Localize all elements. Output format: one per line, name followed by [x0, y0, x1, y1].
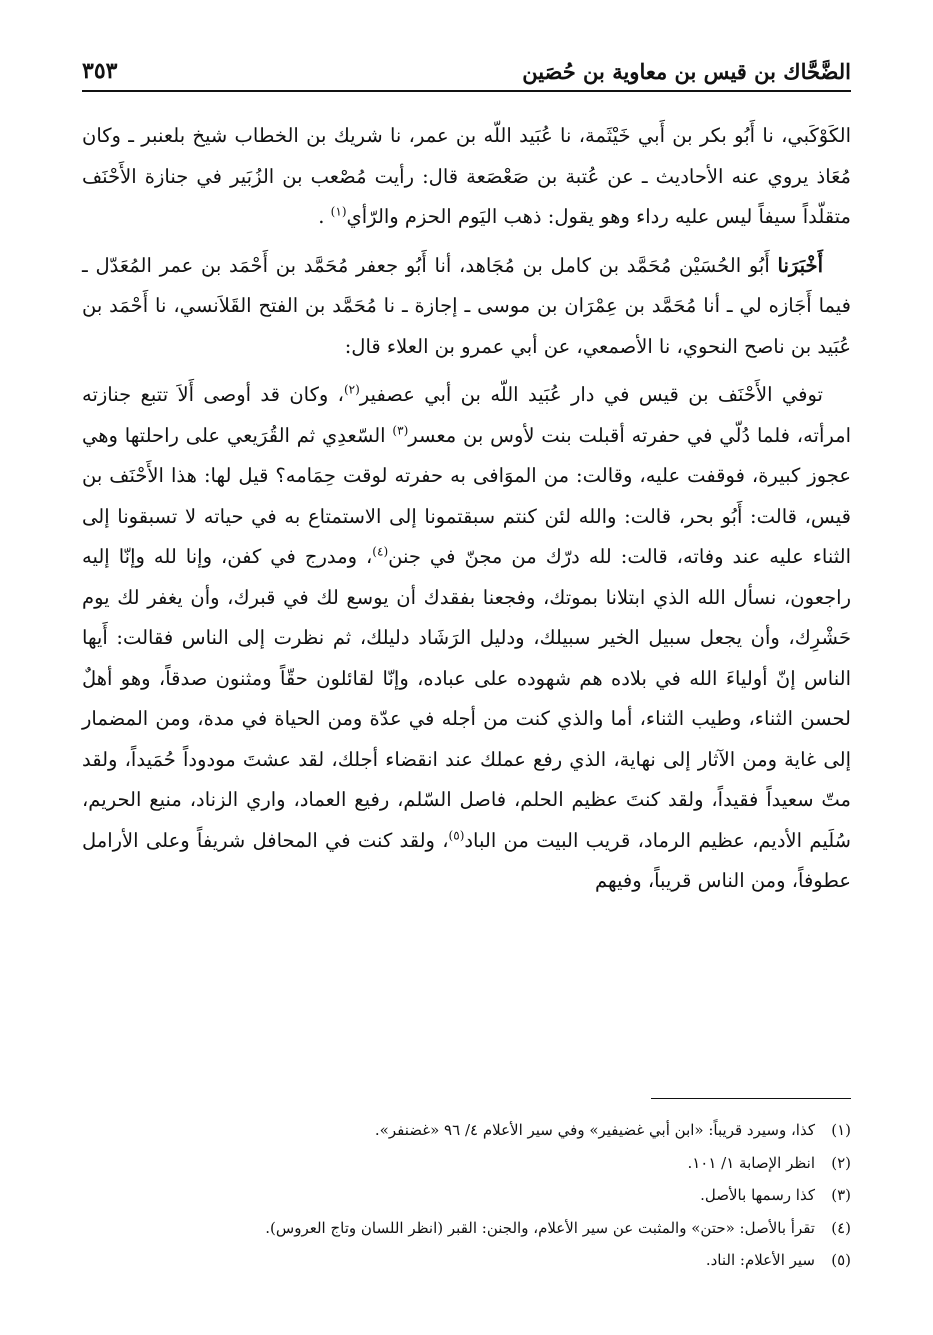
page-number: ٣٥٣ — [82, 58, 118, 84]
paragraph-1 — [82, 116, 851, 238]
footnote-text: كذا رسمها بالأصل. — [700, 1186, 815, 1204]
footnote-5 — [82, 1244, 851, 1277]
paragraph-2 — [82, 246, 851, 368]
main-text — [82, 116, 851, 910]
footnote-ref-5: (٥) — [448, 828, 465, 842]
paragraph-3-text-b: ، وكان قد أوصى أَلاَ تتبع جنازته امرأته، فلما دُلّي في حفرته أقبلت بنت لأوس بن معسر — [82, 383, 851, 447]
footnote-number: (٥) — [831, 1251, 851, 1269]
running-head-title: الضَّحَّاك بن قيس بن معاوية بن حُصَين — [522, 59, 851, 84]
footnote-1 — [82, 1114, 851, 1147]
footnote-4 — [82, 1212, 851, 1245]
footnote-ref-1: (١) — [330, 204, 347, 219]
footnote-number: (١) — [831, 1121, 851, 1139]
footnote-text: انظر الإصابة ١/ ١٠١. — [687, 1153, 815, 1172]
paragraph-3-text-e: ، ولقد كنت في المحافل شريفاً وعلى الأرامل عطوفاً، ومن الناس قريباً، وفيهم — [82, 828, 851, 892]
isnad-lead-word: أَخْبَرَنا — [777, 253, 823, 277]
footnote-text: كذا، وسيرد قريباً: «ابن أبي غضيفير» وفي سير الأعلام ٤/ ٩٦ «غضنفر». — [374, 1121, 815, 1139]
footnote-text: سير الأعلام: الناد. — [705, 1251, 815, 1269]
paragraph-3-text-d: ، ومدرج في كفن، وإنا لله وإنّا إليه راجعون، نسأل الله الذي ابتلانا بموتك، وفجعنا بفقدك أن يوسع لك في قبرك، وأن يغفر لك يوم حَشْرِك، وأن يجعل سبيل الخير سبيلك، ودليل الرَشَاد دليلك، ثم نظرت إلى الناس فقالت: أَيها الناس إنّ أولياءَ الله في بلاده هم شهوده على عباده، وإنّا لقائلون حقّاً ومثنون صدقاً، وهو أهلٌ لحسن الثناء، وطيب الثناء، أما والذي كنت من أجله في عدّة ومن الحياة في مدة، ومن المضمار إلى غاية ومن الآثار إلى نهاية، الذي رفع عملك عند انقضاء أجلك، لقد عشتَ مودوداً حُمَيداً، ولقد متّ سعيداً فقيداً، ولقد كنتَ عظيم الحلم، فاصل السّلم، رفيع العماد، واري الزناد، منيع الحريم، سُلَيم الأديم، عظيم الرماد، قريب البيت من الباد — [82, 545, 851, 852]
paragraph-2-text: أَبُو الحُسَيْن مُحَمَّد بن كامل بن مُجَاهد، أنا أَبُو جعفر مُحَمَّد بن أَحْمَد بن عمر المُعَدّل ـ فيما أَجَازه لي ـ أنا مُحَمَّد بن عِمْرَان بن موسى ـ إجازة ـ نا مُحَمَّد بن الفتح القَلاَنسي، نا أَحْمَد بن عُبَيد بن ناصح النحوي، نا الأصمعي، عن أبي عمرو بن العلاء قال: — [82, 253, 851, 358]
footnote-number: (٢) — [831, 1153, 851, 1172]
footnote-number: (٤) — [831, 1218, 851, 1237]
footnotes — [82, 1114, 851, 1277]
footnote-text: تقرأ بالأصل: «حتن» والمثبت عن سير الأعلام، والجنن: القبر (انظر اللسان وتاج العروس). — [265, 1218, 815, 1237]
footnote-ref-3: (٣) — [392, 423, 409, 437]
footnote-2 — [82, 1147, 851, 1180]
footnote-3 — [82, 1179, 851, 1212]
paragraph-1-text: الكَوْكَبي، نا أَبُو بكر بن أَبي خَيْثَمة، نا عُبَيد اللّه بن عمر، نا شريك بن الخطاب شيخ بلعنبر ـ وكان مُعَاذ يروي عنه الأحاديث ـ عن عُتبة بن صَعْصَعة قال: رأيت مُصْعب بن الزُبَير في جنازة الأَحْنَف متقلّداً سيفاً ليس عليه رداء وهو يقول: ذهب اليَوم الحزم والرّأي — [82, 124, 851, 228]
running-head — [82, 52, 851, 92]
paragraph-3 — [82, 375, 851, 902]
footnote-number: (٣) — [831, 1186, 851, 1204]
footnote-divider — [651, 1098, 851, 1099]
paragraph-1-end: . — [318, 205, 331, 228]
paragraph-3-text-c: السّعدِي ثم القُرَيعي على راحلتها وهي عجوز كبيرة، فوقفت عليه، وقالت: من الموَافى به حفرته لوقت حِمَامه؟ قيل لها: هذا الأَحْنَف بن قيس، قالت: أَبُو بحر، قالت: والله لئن كنتم سبقتمونا إلى الاستمتاع به في حياته لا تسبقونا إلى الثناء عليه عند وفاته، قالت: لله درّك من مجنّ في جنن — [82, 423, 851, 568]
paragraph-3-text-a: توفي الأَحْنَف بن قيس في دار عُبَيد اللّه بن أبي عصفير — [359, 383, 823, 406]
footnote-ref-2: (٢) — [343, 382, 360, 397]
footnote-ref-4: (٤) — [372, 544, 389, 559]
